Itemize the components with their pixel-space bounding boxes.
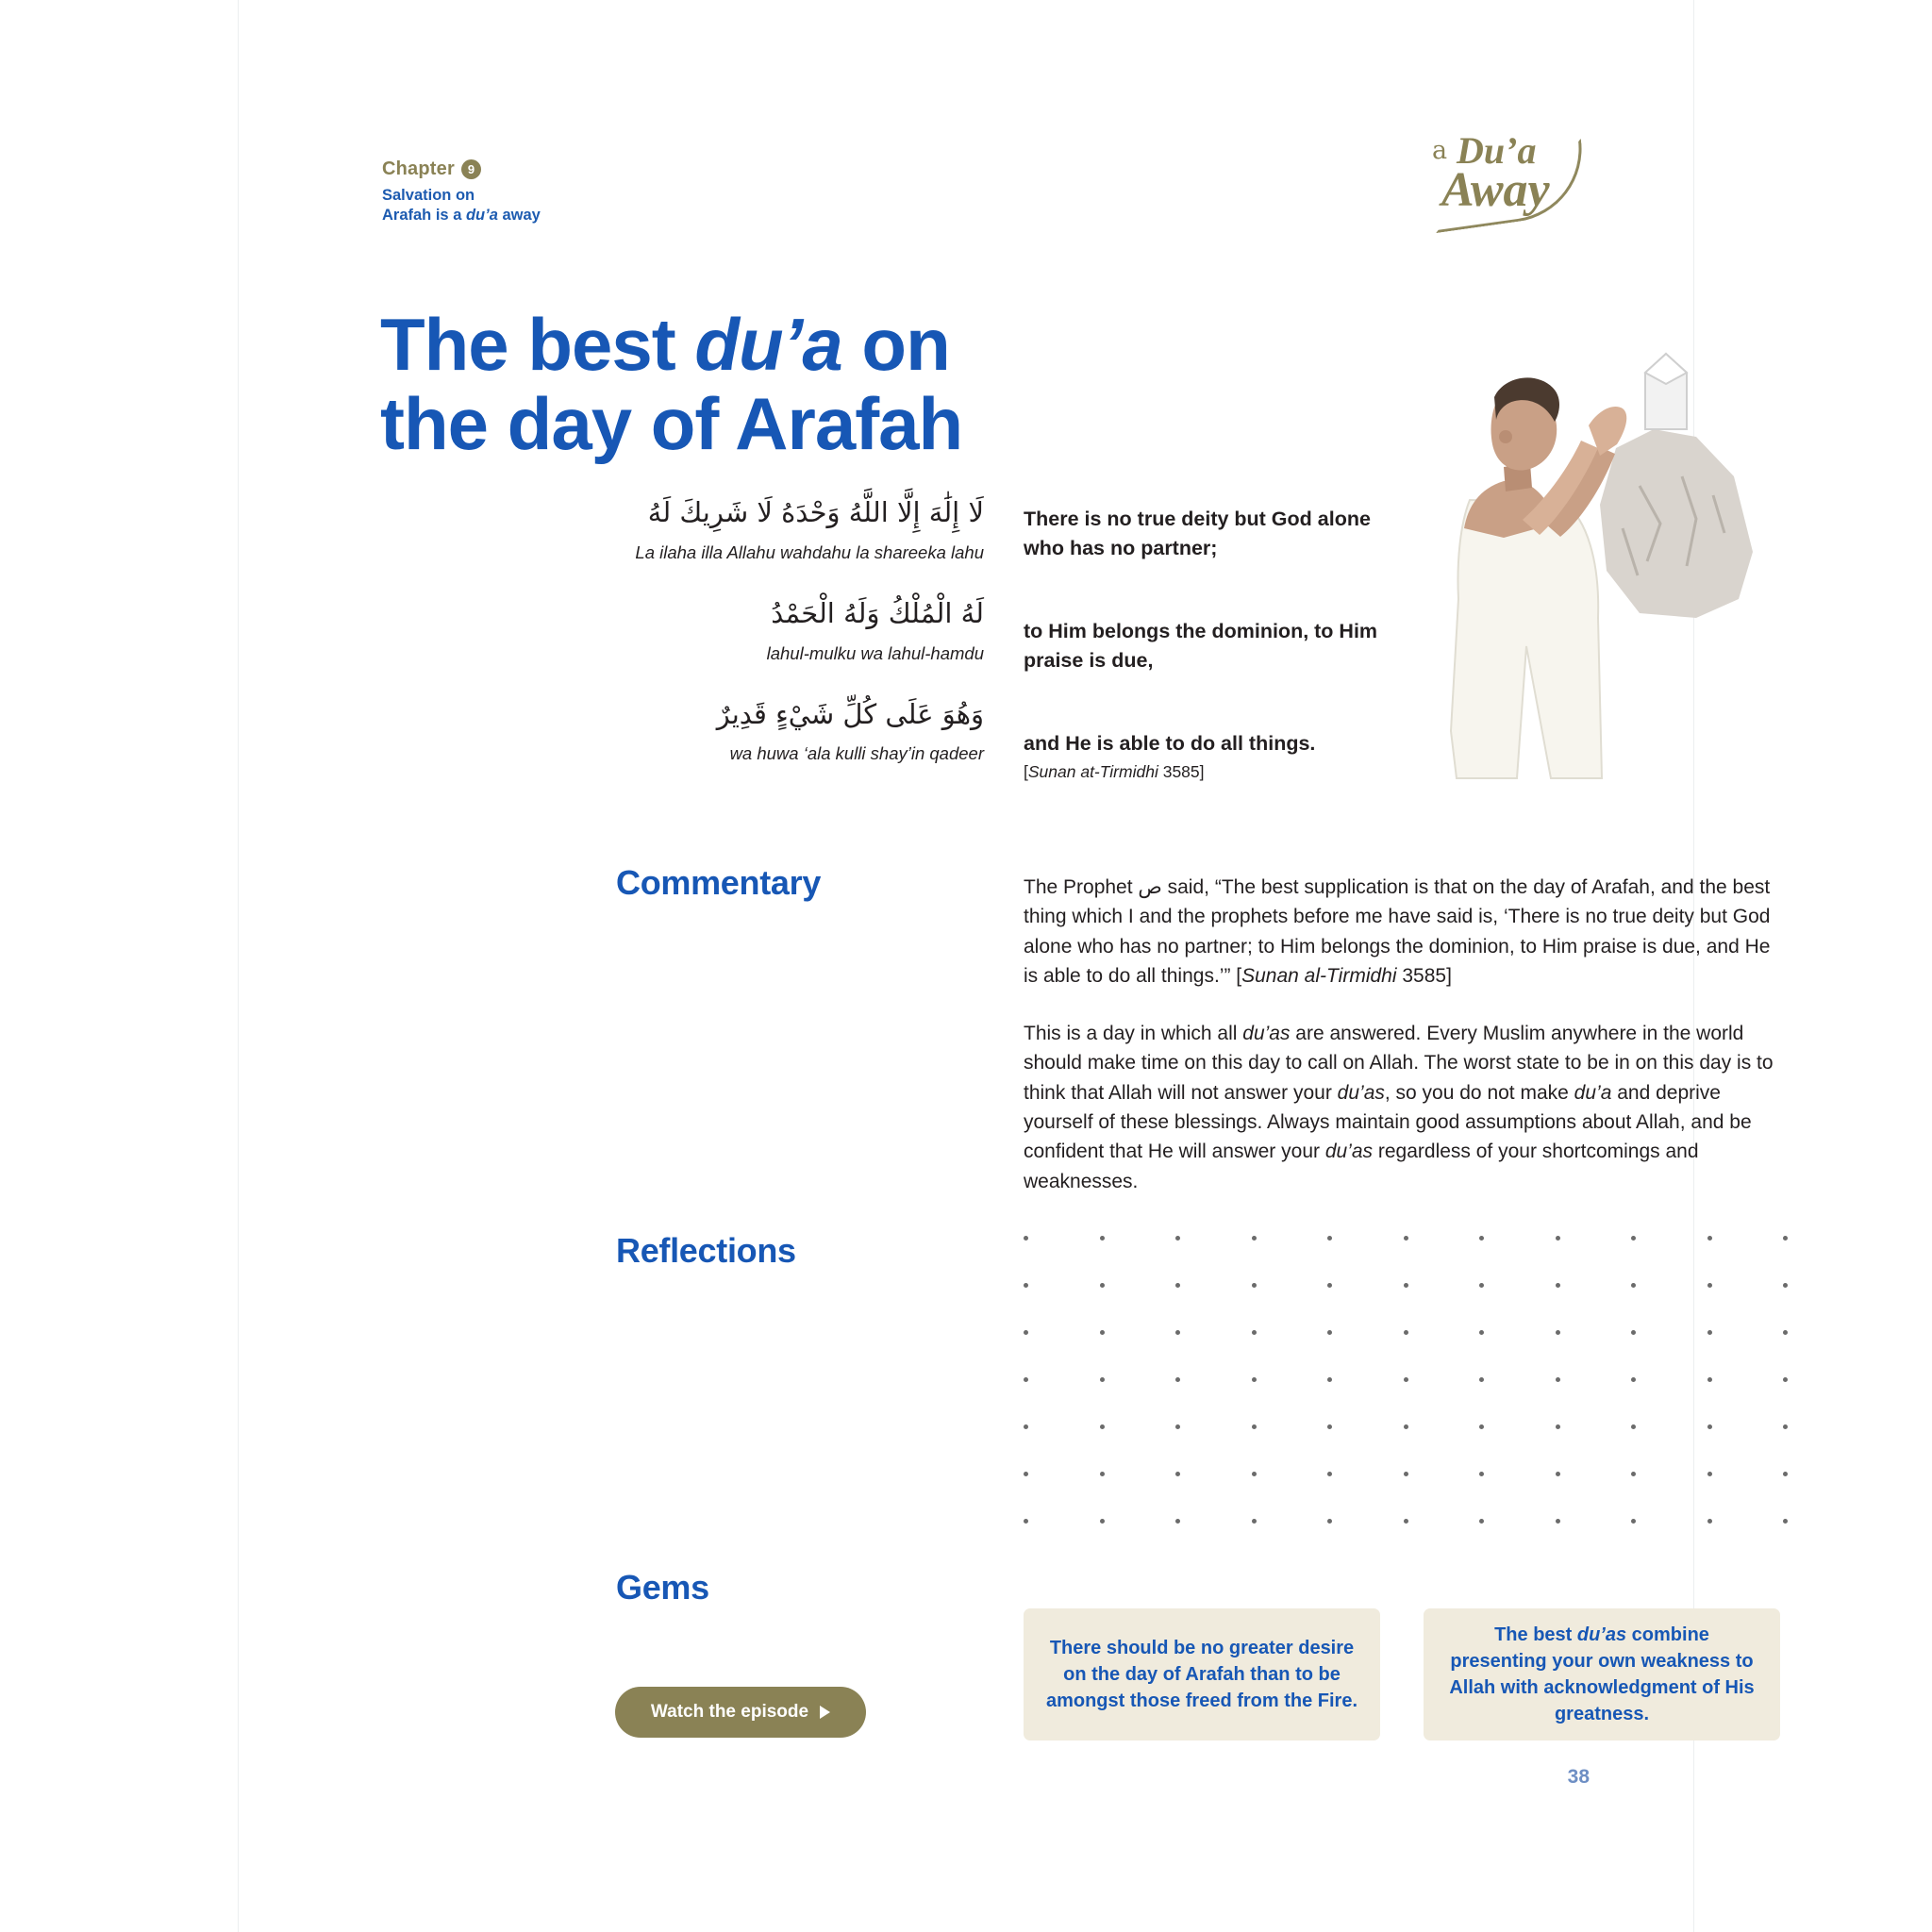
chapter-subtitle-line2b: away [497, 207, 541, 225]
page-title-part-1: The best [380, 303, 695, 387]
grid-dot [1024, 1424, 1028, 1429]
brand-logo [1415, 129, 1590, 231]
grid-dot [1631, 1472, 1636, 1476]
gem-card [1424, 1608, 1780, 1740]
grid-dot [1024, 1519, 1028, 1524]
commentary-p2-e: regardless of your shortcomings and weaknesses. [1024, 1141, 1699, 1192]
grid-dot [1783, 1377, 1788, 1382]
commentary-p1-b: 3585] [1396, 964, 1452, 987]
commentary-p2-d: and deprive yourself of these blessings. Always maintain good assumptions about Allah, and be confident that He will answer your [1024, 1081, 1752, 1163]
grid-dot [1024, 1472, 1028, 1476]
grid-dot [1783, 1236, 1788, 1241]
grid-dot [1707, 1330, 1712, 1335]
dot-row [1024, 1377, 1788, 1424]
grid-dot [1252, 1472, 1257, 1476]
grid-dot [1631, 1283, 1636, 1288]
grid-dot [1100, 1377, 1105, 1382]
grid-dot [1783, 1424, 1788, 1429]
grid-dot [1404, 1283, 1408, 1288]
grid-dot [1252, 1330, 1257, 1335]
grid-dot [1707, 1472, 1712, 1476]
dua-english-3: and He is able to do all things. [1024, 732, 1316, 756]
grid-dot [1631, 1519, 1636, 1524]
gem-text-2 [1444, 1622, 1759, 1727]
grid-dot [1479, 1283, 1484, 1288]
grid-dot [1707, 1519, 1712, 1524]
grid-dot [1783, 1472, 1788, 1476]
dua-segment [607, 591, 984, 666]
grid-dot [1100, 1283, 1105, 1288]
grid-dot [1479, 1424, 1484, 1429]
commentary-p2-i3: du’a [1574, 1081, 1612, 1104]
commentary-p1-a: The Prophet ص said, “The best supplication is that on the day of Arafah, and the best thing which I and the prophets before me have said is, ‘There is no true deity but God alone who has no partner; to Him belongs the dominion, to Him praise is due, and He is able to do all things.’” [ [1024, 876, 1771, 987]
gem-card [1024, 1608, 1380, 1740]
commentary-p2-a: This is a day in which all [1024, 1023, 1243, 1045]
grid-dot [1707, 1424, 1712, 1429]
dua-arabic-3: وَهُوَ عَلَى كُلِّ شَيْءٍ قَدِيرٌ [716, 697, 984, 730]
grid-dot [1707, 1283, 1712, 1288]
gem2-b: combine presenting your own weakness to Allah with acknowledgment of His greatness. [1449, 1624, 1755, 1724]
commentary-p2-i2: du’as [1337, 1081, 1385, 1104]
dua-source-open: [ [1024, 761, 1028, 781]
page-title [380, 303, 1229, 465]
dot-row [1024, 1472, 1788, 1519]
grid-dot [1707, 1236, 1712, 1241]
book-page [239, 0, 1774, 1932]
gem2-italic: du’as [1576, 1624, 1627, 1645]
commentary-p2-i1: du’as [1242, 1023, 1291, 1045]
dua-translation-block [1024, 505, 1401, 782]
dot-row [1024, 1330, 1788, 1377]
grid-dot [1479, 1519, 1484, 1524]
grid-dot [1252, 1236, 1257, 1241]
grid-dot [1783, 1519, 1788, 1524]
watch-episode-button[interactable] [615, 1687, 866, 1738]
commentary-paragraph-1 [1024, 873, 1788, 991]
grid-dot [1327, 1424, 1332, 1429]
commentary-paragraph-2 [1024, 1019, 1788, 1196]
grid-dot [1556, 1519, 1560, 1524]
grid-dot [1404, 1519, 1408, 1524]
grid-dot [1404, 1424, 1408, 1429]
grid-dot [1100, 1330, 1105, 1335]
grid-dot [1327, 1236, 1332, 1241]
grid-dot [1024, 1330, 1028, 1335]
grid-dot [1404, 1236, 1408, 1241]
chapter-subtitle-line1: Salvation on [382, 187, 475, 204]
grid-dot [1175, 1236, 1180, 1241]
chapter-label [382, 158, 665, 225]
dua-english-2: to Him belongs the dominion, to Him praise is due, [1024, 620, 1378, 672]
logo-a: a [1432, 136, 1448, 165]
grid-dot [1175, 1424, 1180, 1429]
grid-dot [1556, 1472, 1560, 1476]
commentary-p1-italic: Sunan al-Tirmidhi [1241, 964, 1397, 987]
grid-dot [1327, 1283, 1332, 1288]
dua-arabic-block [607, 491, 984, 792]
dua-source-citation [1024, 762, 1401, 782]
commentary-p2-i4: du’as [1324, 1141, 1374, 1163]
grid-dot [1479, 1472, 1484, 1476]
grid-dot [1479, 1377, 1484, 1382]
dua-segment [607, 692, 984, 767]
dot-row [1024, 1519, 1788, 1566]
illustration-man-making-dua [1413, 335, 1904, 816]
grid-dot [1100, 1424, 1105, 1429]
grid-dot [1024, 1283, 1028, 1288]
grid-dot [1327, 1377, 1332, 1382]
watch-episode-label: Watch the episode [650, 1702, 809, 1722]
grid-dot [1404, 1472, 1408, 1476]
grid-dot [1175, 1330, 1180, 1335]
grid-dot [1556, 1330, 1560, 1335]
grid-dot [1479, 1236, 1484, 1241]
chapter-word: Chapter [382, 158, 455, 179]
logo-away: Away [1441, 163, 1550, 217]
dua-source-rest: 3585] [1158, 761, 1205, 781]
grid-dot [1707, 1377, 1712, 1382]
grid-dot [1556, 1377, 1560, 1382]
grid-dot [1631, 1377, 1636, 1382]
page-title-part-2: on [841, 303, 950, 387]
dot-row [1024, 1236, 1788, 1283]
dua-source-italic: Sunan at-Tirmidhi [1027, 761, 1158, 781]
section-heading-commentary: Commentary [616, 863, 822, 902]
grid-dot [1631, 1424, 1636, 1429]
dua-arabic-2: لَهُ الْمُلْكُ وَلَهُ الْحَمْدُ [771, 596, 984, 629]
chapter-subtitle-italic: du’a [465, 207, 498, 225]
play-icon [820, 1706, 830, 1719]
grid-dot [1556, 1424, 1560, 1429]
grid-dot [1404, 1330, 1408, 1335]
grid-dot [1252, 1424, 1257, 1429]
dua-transliteration-3: wa huwa ‘ala kulli shay’in qadeer [729, 743, 984, 764]
rock-shape [1600, 429, 1753, 618]
dua-english-1: There is no true deity but God alone who has no partner; [1024, 508, 1371, 559]
grid-dot [1024, 1236, 1028, 1241]
grid-dot [1100, 1472, 1105, 1476]
chapter-number-badge: 9 [461, 159, 481, 179]
grid-dot [1252, 1377, 1257, 1382]
logo-dua: Du’a [1457, 129, 1537, 172]
commentary-text [1024, 873, 1788, 1224]
grid-dot [1631, 1236, 1636, 1241]
dua-transliteration-2: lahul-mulku wa lahul-hamdu [766, 642, 984, 663]
grid-dot [1175, 1377, 1180, 1382]
gem-text-1: There should be no greater desire on the day of Arafah than to be amongst those freed from the Fire. [1045, 1638, 1358, 1711]
grid-dot [1175, 1472, 1180, 1476]
dua-arabic-1: لَا إِلَٰهَ إِلَّا اللَّهُ وَحْدَهُ لَا شَرِيكَ لَهُ [647, 496, 984, 528]
grid-dot [1479, 1330, 1484, 1335]
dua-segment [607, 491, 984, 565]
reflections-dot-grid[interactable] [1024, 1236, 1788, 1566]
section-heading-reflections: Reflections [616, 1231, 796, 1270]
grid-dot [1024, 1377, 1028, 1382]
section-heading-gems: Gems [616, 1568, 709, 1607]
page-title-line-2: the day of Arafah [380, 381, 963, 465]
grid-dot [1175, 1283, 1180, 1288]
grid-dot [1252, 1283, 1257, 1288]
chapter-line [382, 158, 665, 180]
grid-dot [1327, 1472, 1332, 1476]
grid-dot [1327, 1330, 1332, 1335]
grid-dot [1100, 1236, 1105, 1241]
page-number: 38 [1567, 1766, 1590, 1788]
grid-dot [1783, 1330, 1788, 1335]
commentary-p2-c: , so you do not make [1384, 1081, 1574, 1104]
page-title-italic: du’a [694, 303, 842, 387]
ihram-garment [1451, 500, 1602, 778]
grid-dot [1404, 1377, 1408, 1382]
grid-dot [1100, 1519, 1105, 1524]
grid-dot [1783, 1283, 1788, 1288]
grid-dot [1175, 1519, 1180, 1524]
gem2-a: The best [1494, 1624, 1577, 1645]
dot-row [1024, 1424, 1788, 1472]
dua-transliteration-1: La ilaha illa Allahu wahdahu la shareeka lahu [635, 541, 984, 562]
commentary-p2-b: are answered. Every Muslim anywhere in the world should make time on this day to call on Allah. The worst state to be in on this day is to think that Allah will not answer your [1024, 1023, 1774, 1104]
grid-dot [1556, 1236, 1560, 1241]
grid-dot [1327, 1519, 1332, 1524]
grid-dot [1252, 1519, 1257, 1524]
chapter-subtitle-line2a: Arafah is a [382, 207, 466, 225]
grid-dot [1631, 1330, 1636, 1335]
dot-row [1024, 1283, 1788, 1330]
grid-dot [1556, 1283, 1560, 1288]
chapter-subtitle [382, 186, 599, 225]
